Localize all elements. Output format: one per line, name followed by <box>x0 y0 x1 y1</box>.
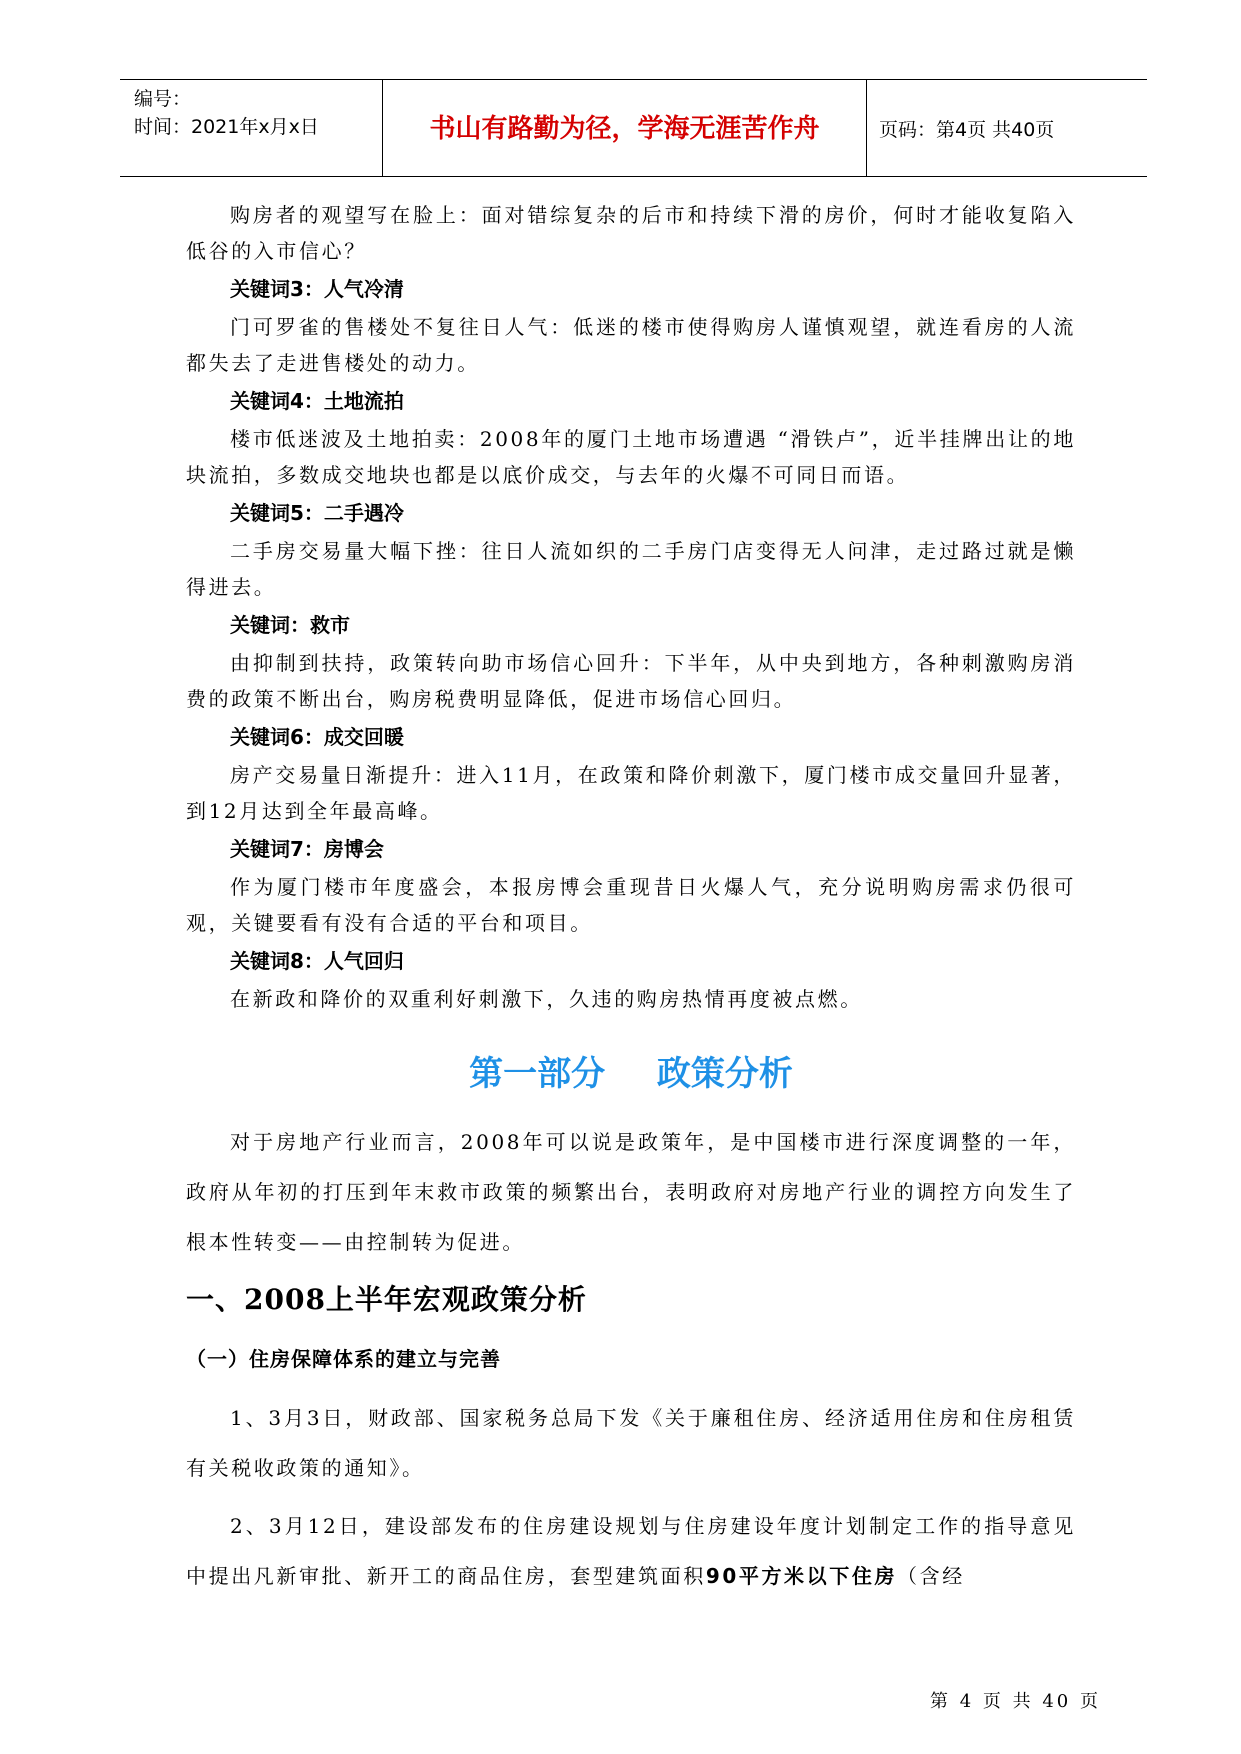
page-footer: 第 4 页 共 40 页 <box>930 1691 1101 1712</box>
section-title: 第一部分 政策分析 <box>469 1054 793 1094</box>
page-header <box>120 79 1147 177</box>
policy-item-2-tail: （含经 <box>897 1564 965 1588</box>
keyword-heading-3: 关键词3：人气冷清 <box>230 277 404 301</box>
paragraph-intro: 对于房地产行业而言，2008年可以说是政策年，是中国楼市进行深度调整的一年，政府从年初的打压到年末救市政策的频繁出台，表明政府对房地产行业的调控方向发生了根本性转变——由控制转为促进。 <box>186 1130 1076 1254</box>
document-time-label: 时间：2021年x月x日 <box>134 116 319 138</box>
paragraph-keyword-6: 房产交易量日渐提升：进入11月，在政策和降价刺激下，厦门楼市成交量回升显著，到12月达到全年最高峰。 <box>186 763 1076 823</box>
policy-item-2-text: 2、3月12日，建设部发布的住房建设规划与住房建设年度计划制定工作的指导意见中提出凡新审批、新开工的商品住房，套型建筑面积 <box>186 1514 1076 1588</box>
keyword-heading-7: 关键词7：房博会 <box>230 837 384 861</box>
paragraph-keyword-rescue: 由抑制到扶持，政策转向助市场信心回升：下半年，从中央到地方，各种刺激购房消费的政策不断出台，购房税费明显降低，促进市场信心回归。 <box>186 651 1076 711</box>
paragraph-keyword-5: 二手房交易量大幅下挫：往日人流如织的二手房门店变得无人问津，走过路过就是懒得进去。 <box>186 539 1076 599</box>
paragraph-keyword-3: 门可罗雀的售楼处不复往日人气：低迷的楼市使得购房人谨慎观望，就连看房的人流都失去了走进售楼处的动力。 <box>186 315 1076 375</box>
document-number-label: 编号： <box>134 88 192 110</box>
paragraph-buyers: 购房者的观望写在脸上：面对错综复杂的后市和持续下滑的房价，何时才能收复陷入低谷的入市信心？ <box>186 203 1076 263</box>
paragraph-keyword-7: 作为厦门楼市年度盛会，本报房博会重现昔日火爆人气，充分说明购房需求仍很可观，关键要看有没有合适的平台和项目。 <box>186 875 1076 935</box>
policy-item-2-emphasis: 90平方米以下住房 <box>705 1564 898 1588</box>
keyword-heading-rescue: 关键词：救市 <box>230 613 350 637</box>
header-motto-cell <box>383 80 867 176</box>
heading-housing-security: （一）住房保障体系的建立与完善 <box>186 1347 501 1371</box>
heading-macro-policy: 一、2008上半年宏观政策分析 <box>186 1283 587 1316</box>
keyword-heading-4: 关键词4：土地流拍 <box>230 389 404 413</box>
keyword-heading-6: 关键词6：成交回暖 <box>230 725 404 749</box>
keyword-heading-5: 关键词5：二手遇冷 <box>230 501 404 525</box>
paragraph-keyword-8: 在新政和降价的双重利好刺激下，久违的购房热情再度被点燃。 <box>230 987 863 1011</box>
policy-item-1: 1、3月3日，财政部、国家税务总局下发《关于廉租住房、经济适用住房和住房租赁有关税收政策的通知》。 <box>186 1406 1076 1480</box>
header-info-cell <box>120 80 383 176</box>
header-page-cell <box>867 80 1147 176</box>
keyword-heading-8: 关键词8：人气回归 <box>230 949 404 973</box>
header-page-label: 页码：第4页 共40页 <box>879 119 1055 141</box>
header-motto: 书山有路勤为径，学海无涯苦作舟 <box>429 114 820 144</box>
paragraph-keyword-4: 楼市低迷波及土地拍卖：2008年的厦门土地市场遭遇 “滑铁卢”，近半挂牌出让的地块流拍，多数成交地块也都是以底价成交，与去年的火爆不可同日而语。 <box>186 427 1076 487</box>
policy-item-2 <box>186 1501 1076 1601</box>
policy-intro <box>186 1117 1076 1267</box>
policy-items <box>186 1393 1076 1601</box>
keywords-section <box>186 197 1076 1017</box>
